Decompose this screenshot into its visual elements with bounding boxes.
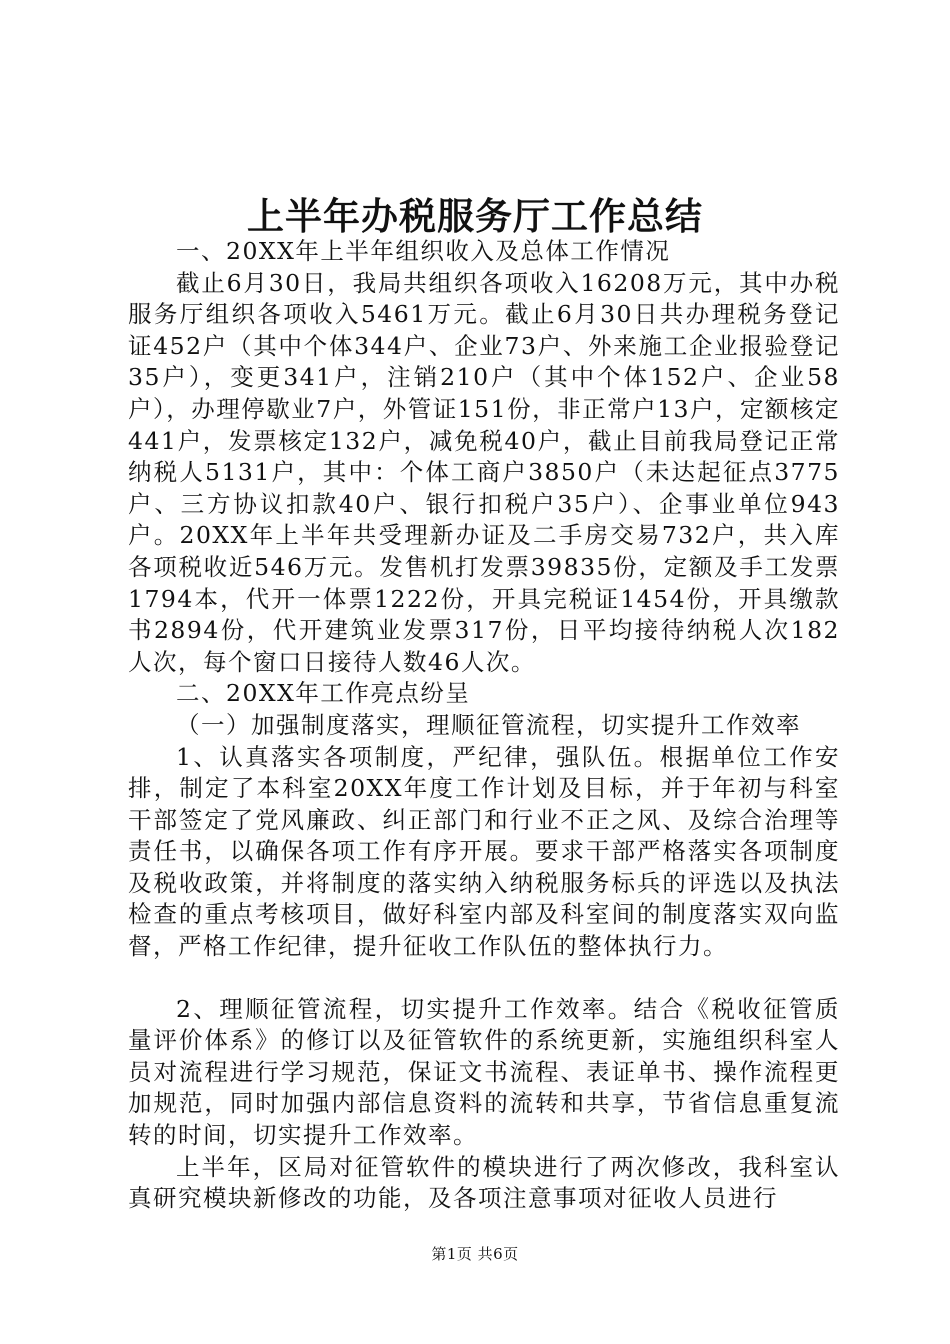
body-paragraph: 截止6月30日，我局共组织各项收入16208万元，其中办税服务厅组织各项收入5461万元。截止6月30日共办理税务登记证452户（其中个体344户、企业73户、外来施工企业报验登记35户），变更341户，注销210户（其中个体152户、企业58户），办理停歇业7户，外管证151份，非正常户13户，定额核定441户，发票核定132户，减免税40户，截止目前我局登记正常纳税人5131户，其中：个体工商户3850户（未达起征点3775户、三方协议扣款40户、银行扣税户35户）、企事业单位943户。20XX年上半年共受理新办证及二手房交易732户，共入库各项税收近546万元。发售机打发票39835份，定额及手工发票1794本，代开一体票1222份，开具完税证1454份，开具缴款书2894份，代开建筑业发票317份，日平均接待纳税人次182人次，每个窗口日接待人数46人次。 xyxy=(128,268,840,676)
section-heading: 一、20XX年上半年组织收入及总体工作情况 xyxy=(176,237,671,265)
page-footer: 第1页 共6页 xyxy=(431,1245,519,1263)
document-title: 上半年办税服务厅工作总结 xyxy=(247,194,703,238)
body-paragraph: 1、认真落实各项制度，严纪律，强队伍。根据单位工作安排，制定了本科室20XX年度工作计划及目标，并于年初与科室干部签定了党风廉政、纠正部门和行业不正之风、及综合治理等责任书，以确保各项工作有序开展。要求干部严格落实各项制度及税收政策，并将制度的落实纳入纳税服务标兵的评选以及执法检查的重点考核项目，做好科室内部及科室间的制度落实双向监督，严格工作纪律，提升征收工作队伍的整体执行力。 xyxy=(128,742,840,961)
section-heading: 二、20XX年工作亮点纷呈 xyxy=(176,679,471,708)
body-paragraph: 上半年，区局对征管软件的模块进行了两次修改，我科室认真研究模块新修改的功能，及各项注意事项对征收人员进行 xyxy=(128,1152,840,1213)
subsection-heading: （一）加强制度落实，理顺征管流程，切实提升工作效率 xyxy=(176,710,801,739)
document-body xyxy=(128,236,840,1215)
body-paragraph: 2、理顺征管流程，切实提升工作效率。结合《税收征管质量评价体系》的修订以及征管软件的系统更新，实施组织科室人员对流程进行学习规范，保证文书流程、表证单书、操作流程更加规范，同时加强内部信息资料的流转和共享，节省信息重复流转的时间，切实提升工作效率。 xyxy=(128,994,840,1150)
